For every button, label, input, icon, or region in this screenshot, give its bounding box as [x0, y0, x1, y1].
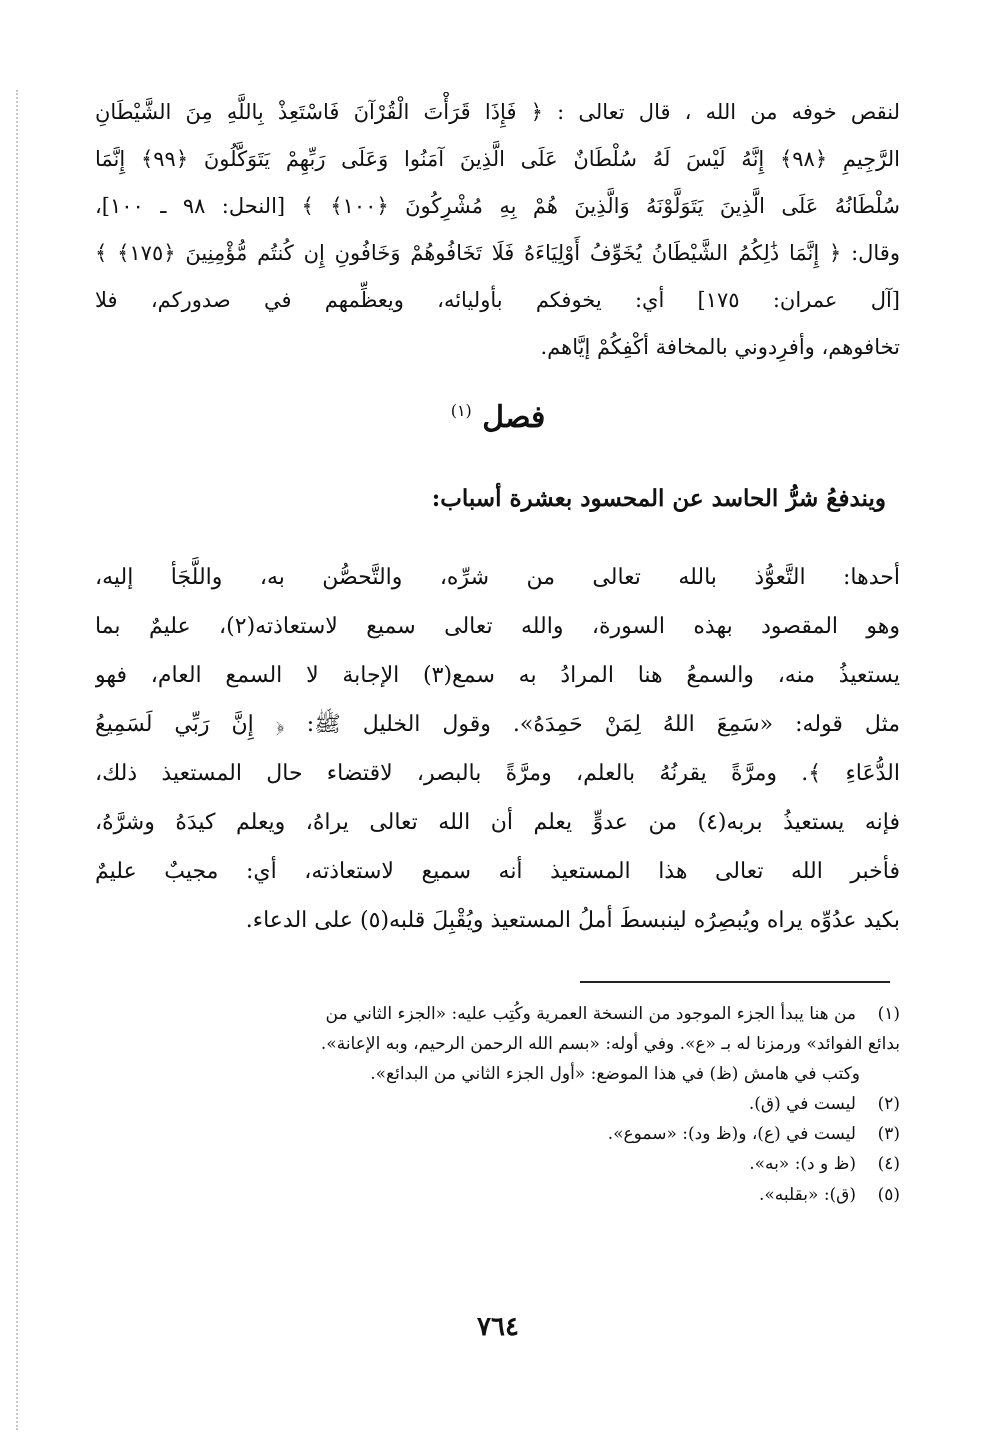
scan-edge-marks: [16, 90, 18, 1430]
section-heading-text: فصل: [482, 400, 546, 435]
footnote-number: (٥): [877, 1184, 900, 1205]
footnote: [95, 1184, 900, 1206]
section-subheading: ويندفعُ شرُّ الحاسد عن المحسود بعشرة أسباب:: [431, 485, 886, 512]
section-heading: [0, 400, 996, 435]
footnotes: [95, 1003, 900, 1214]
text-line: فإنه يستعيذُ بربه(٤) من عدوٍّ يعلم أن الله تعالى يراهُ، ويعلم كيدَهُ وشرَّهُ،: [95, 810, 900, 835]
text-line: تخافوهم، وأفرِدوني بالمخافة أكْفِكُمْ إيَّاهم.: [540, 335, 900, 359]
main-paragraph: [95, 555, 900, 947]
page-number: ٧٦٤: [477, 1312, 519, 1342]
footnote-text: وكتب في هامش (ظ) في هذا الموضع: «أول الجزء الثاني من البدائع».: [370, 1064, 860, 1085]
footnote-text: ليست في (ع)، و(ظ ود): «سموع».: [607, 1124, 856, 1145]
text-line: الرَّجِيمِ ﴿٩٨﴾ إِنَّهُ لَيْسَ لَهُ سُلْطَانٌ عَلَى الَّذِينَ آمَنُوا وَعَلَى رَبِّهِمْ يَتَوَكَّلُونَ ﴿٩٩﴾ إِنَّمَا: [95, 147, 900, 171]
text-line: الدُّعَاءِ ﴾. ومرَّةً يقرنُهُ بالعلم، ومرَّةً بالبصر، لاقتضاء حال المستعيذ ذلك،: [95, 761, 900, 786]
footnote-text: بدائع الفوائد» ورمزنا له بـ «ع». وفي أوله: «بسم الله الرحمن الرحيم، وبه الإعانة».: [320, 1034, 900, 1055]
footnote-continuation: [95, 1033, 900, 1055]
footnote-marker: (١): [450, 401, 472, 420]
footnote: [95, 1153, 900, 1175]
text-line: يستعيذُ منه، والسمعُ هنا المرادُ به سمع(٣) الإجابة لا السمع العام، فهو: [95, 663, 900, 688]
footnote-number: (١): [877, 1004, 900, 1024]
footnote-number: (٣): [877, 1124, 900, 1145]
footnote: [95, 1003, 900, 1025]
text-line: فأخبر الله تعالى هذا المستعيذ أنه سميع لاستعاذته، أي: مجيبٌ عليمٌ: [95, 859, 900, 884]
footnote-text: ليست في (ق).: [748, 1094, 856, 1115]
footnote: [95, 1123, 900, 1145]
text-line: بكيد عدُوِّه يراه ويُبصِرُه لينبسطَ أملُ المستعيذ ويُقْبِلَ قلبه(٥) على الدعاء.: [245, 908, 900, 933]
text-line: [آل عمران: ١٧٥] أي: يخوفكم بأوليائه، ويعظِّمهم في صدوركم، فلا: [95, 288, 900, 312]
text-line: وهو المقصود بهذه السورة، والله تعالى سميع لاستعاذته(٢)، عليمٌ بما: [95, 614, 900, 639]
text-line: وقال: ﴿ إِنَّمَا ذَٰلِكُمُ الشَّيْطَانُ يُخَوِّفُ أَوْلِيَاءَهُ فَلَا تَخَافُوهُمْ وَخَافُونِ إِن كُنتُم مُّؤْمِنِينَ ﴿١٧٥﴾ ﴾: [95, 241, 900, 265]
text-line: مثل قوله: «سَمِعَ اللهُ لِمَنْ حَمِدَهُ». وقول الخليل ﷺ: ﴿ إِنَّ رَبِّي لَسَمِيعُ: [95, 712, 900, 737]
footnote-continuation: [95, 1063, 900, 1085]
footnote-number: (٢): [877, 1094, 900, 1115]
footnote-text: من هنا يبدأ الجزء الموجود من النسخة العمرية وكُتِب عليه: «الجزء الثاني من: [325, 1004, 856, 1024]
footnote-number: (٤): [877, 1154, 900, 1175]
text-line: لنقص خوفه من الله ، قال تعالى : ﴿ فَإِذَا قَرَأْتَ الْقُرْآنَ فَاسْتَعِذْ بِاللَّهِ مِنَ الشَّيْطَانِ: [95, 100, 900, 124]
footnote-divider: [580, 981, 890, 983]
text-line: أحدها: التَّعوُّذ بالله تعالى من شرِّه، والتَّحصُّن به، واللَّجَأ إليه،: [95, 565, 900, 590]
intro-text: [95, 92, 900, 374]
footnote-text: (ق): «بقلبه».: [759, 1184, 856, 1205]
footnote: [95, 1093, 900, 1115]
footnote-text: (ظ و د): «به».: [749, 1154, 856, 1175]
text-line: سُلْطَانُهُ عَلَى الَّذِينَ يَتَوَلَّوْنَهُ وَالَّذِينَ هُمْ بِهِ مُشْرِكُونَ ﴿١٠٠﴾ ﴾ [النحل: ٩٨ ـ ١٠٠]،: [95, 194, 900, 218]
